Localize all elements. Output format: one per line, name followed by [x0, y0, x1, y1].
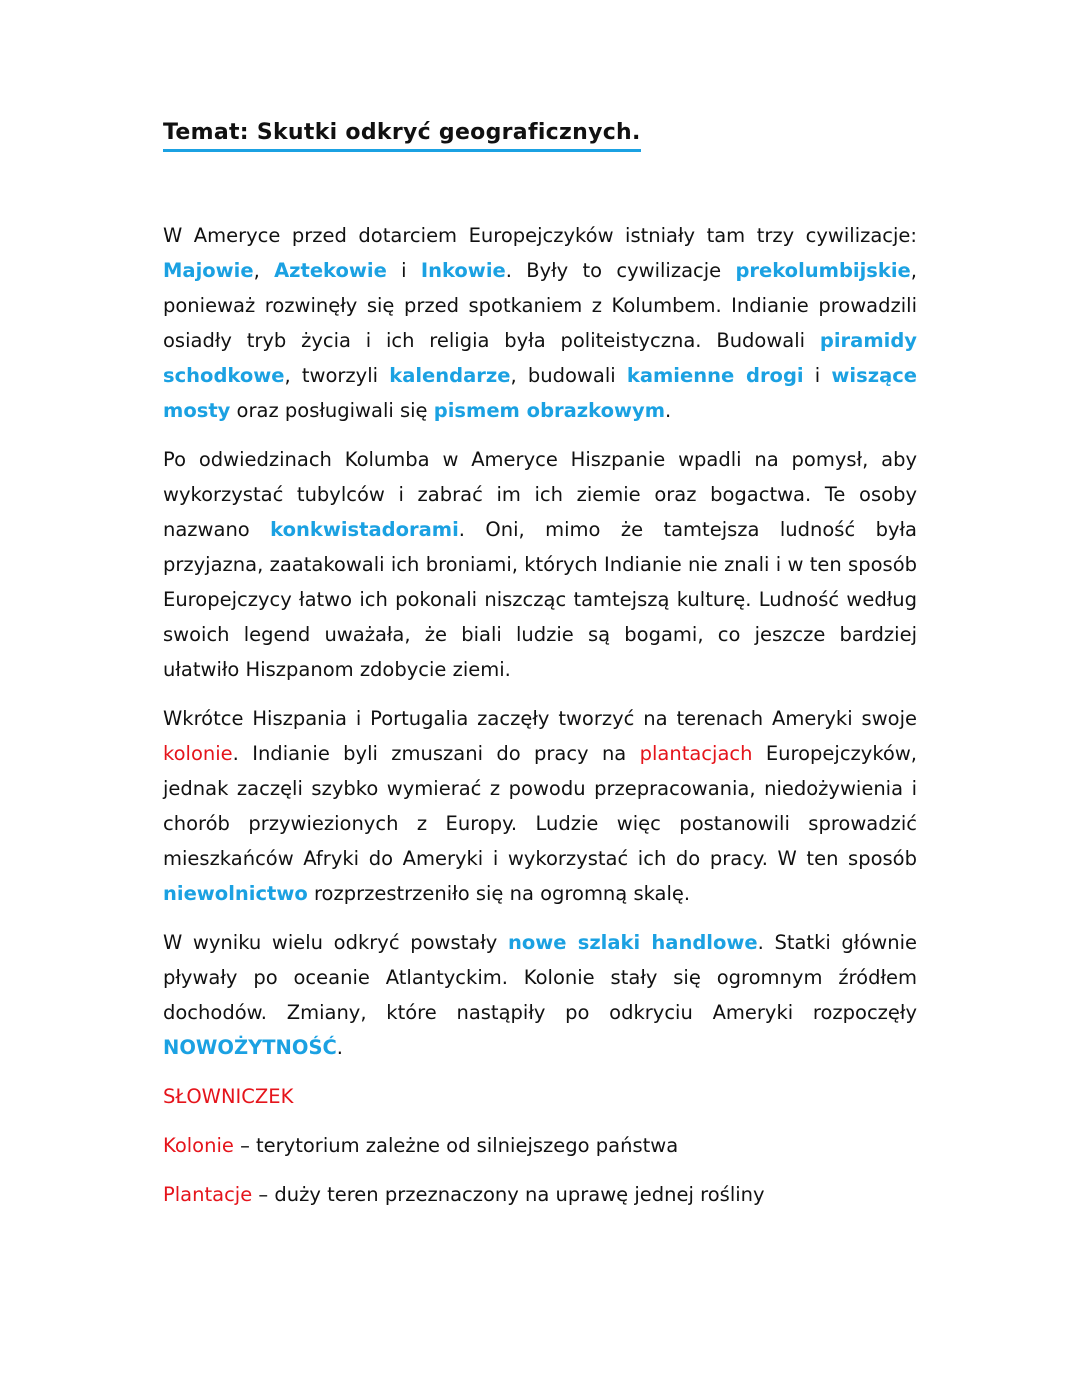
glossary-definition: – duży teren przeznaczony na uprawę jednej rośliny — [252, 1183, 765, 1206]
text-run: Po odwiedzinach Kolumba w Ameryce Hiszpanie wpadli na pomysł, aby wykorzystać tubylców i zabrać im ich ziemie oraz bogactwa. Te osoby nazwano — [163, 448, 917, 541]
highlighted-term: niewolnictwo — [163, 882, 308, 905]
text-run: i — [386, 259, 421, 282]
page-title: Temat: Skutki odkryć geograficznych. — [163, 118, 641, 152]
text-run: . Statki głównie pływały po oceanie Atlantyckim. Kolonie stały się ogromnym źródłem dochodów. Zmiany, które nastąpiły po odkryciu Ameryki rozpoczęły — [163, 931, 918, 1024]
paragraph — [163, 442, 917, 687]
highlighted-term: Majowie — [163, 259, 254, 282]
paragraph — [163, 701, 917, 911]
highlighted-term: konkwistadorami — [270, 518, 459, 541]
highlighted-term: Aztekowie — [274, 259, 387, 282]
text-run: Wkrótce Hiszpania i Portugalia zaczęły tworzyć na terenach Ameryki swoje — [163, 707, 917, 730]
text-run: , budowali — [510, 364, 627, 387]
body-text — [163, 218, 917, 1065]
highlighted-term: Inkowie — [420, 259, 506, 282]
text-run: Europejczyków, jednak zaczęli szybko wymierać z powodu przepracowania, niedożywienia i chorób przywiezionych z Europy. Ludzie więc postanowili sprowadzić mieszkańców Afryki do Ameryki i wykorzystać ich do pracy. W ten sposób — [163, 742, 917, 870]
highlighted-term: piramidy schodkowe — [163, 329, 917, 387]
highlighted-term: nowe szlaki handlowe — [507, 931, 758, 954]
text-run: . Były to cywilizacje — [505, 259, 736, 282]
highlighted-term: plantacjach — [639, 742, 753, 765]
glossary-term: Plantacje — [163, 1183, 253, 1206]
text-run: W Ameryce przed dotarciem Europejczyków istniały tam trzy cywilizacje: — [163, 224, 917, 247]
glossary-term: Kolonie — [163, 1134, 234, 1157]
highlighted-term: kalendarze — [389, 364, 511, 387]
text-run: W wyniku wielu odkryć powstały — [163, 931, 508, 954]
text-run: , — [253, 259, 275, 282]
highlighted-term: kolonie — [163, 742, 233, 765]
text-run: , tworzyli — [284, 364, 390, 387]
glossary-definition: – terytorium zależne od silniejszego państwa — [233, 1134, 679, 1157]
text-run: . Indianie byli zmuszani do pracy na — [232, 742, 640, 765]
glossary-entry — [163, 1128, 917, 1163]
paragraph — [163, 218, 917, 428]
text-run: . — [336, 1036, 343, 1059]
highlighted-term: prekolumbijskie — [735, 259, 911, 282]
glossary-entry — [163, 1177, 917, 1212]
text-run: i — [803, 364, 832, 387]
text-run: . Oni, mimo że tamtejsza ludność była przyjazna, zaatakowali ich broniami, których Indianie nie znali i w ten sposób Europejczycy łatwo ich pokonali niszcząc tamtejszą kulturę. Ludność według swoich legend uważała, że biali ludzie są bogami, co jeszcze bardziej ułatwiło Hiszpanom zdobycie ziemi. — [163, 518, 917, 681]
glossary-heading: SŁOWNICZEK — [163, 1085, 294, 1108]
text-run: oraz posługiwali się — [230, 399, 434, 422]
text-run: . — [665, 399, 672, 422]
document-page — [163, 118, 917, 1226]
highlighted-term: pismem obrazkowym — [433, 399, 666, 422]
highlighted-term: kamienne drogi — [626, 364, 804, 387]
paragraph — [163, 925, 917, 1065]
highlighted-term: wiszące mosty — [163, 364, 918, 422]
highlighted-term: NOWOŻYTNOŚĆ — [163, 1036, 337, 1059]
text-run: rozprzestrzeniło się na ogromną skalę. — [307, 882, 691, 905]
text-run: , ponieważ rozwinęły się przed spotkaniem z Kolumbem. Indianie prowadzili osiadły tryb życia i ich religia była politeistyczna. Budowali — [163, 259, 917, 352]
